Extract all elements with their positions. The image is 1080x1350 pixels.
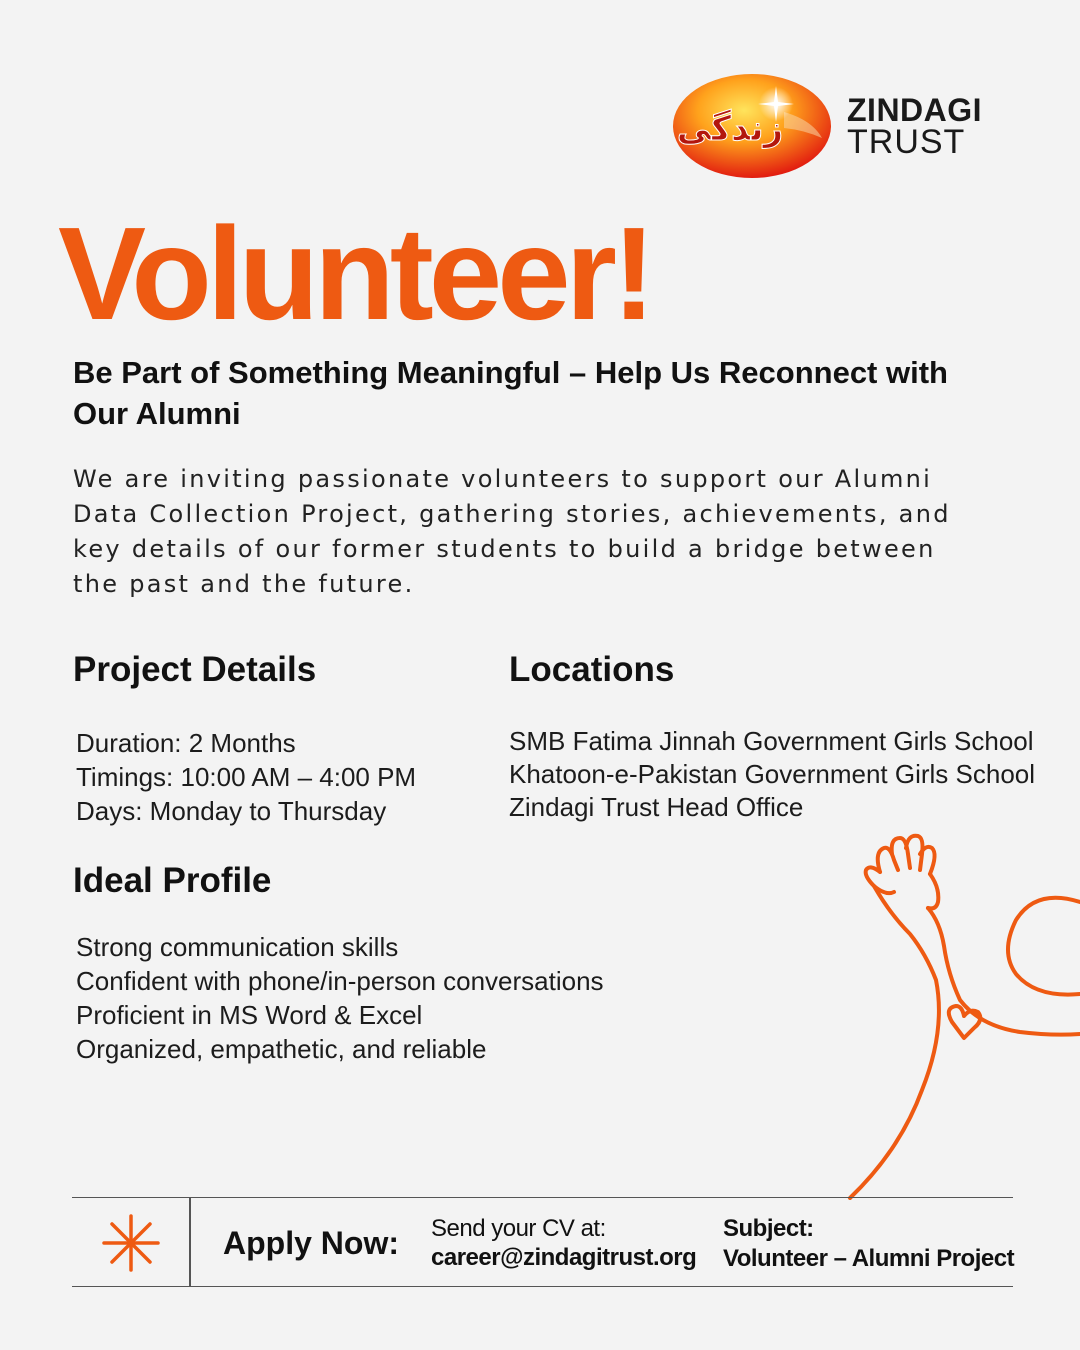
apply-divider [189,1198,191,1286]
list-item: Strong communication skills [76,932,399,962]
apply-now-label: Apply Now: [223,1225,399,1261]
email-subject [723,1214,1014,1274]
cv-label: Send your CV at: [431,1215,606,1242]
list-item: Organized, empathetic, and reliable [76,1034,487,1064]
intro-paragraph: We are inviting passionate volunteers to support our Alumni Data Collection Project, gathering stories, achievements, and key details of our former students to build a bridge between the past and the future. [73,465,951,598]
list-item: Confident with phone/in-person conversations [76,966,604,996]
cv-contact [431,1214,696,1272]
subject-value: Volunteer – Alumni Project [723,1245,1015,1272]
brand-name-line2: TRUST [847,123,966,161]
list-item: Khatoon-e-Pakistan Government Girls School [509,759,1036,789]
subheading: Be Part of Something Meaningful – Help Us Reconnect with Our Alumni [73,355,948,431]
list-item: Zindagi Trust Head Office [509,792,804,822]
list-item: Timings: 10:00 AM – 4:00 PM [76,762,417,792]
brand-logo [672,72,1012,182]
list-item: Duration: 2 Months [76,728,296,758]
ideal-profile-title: Ideal Profile [73,861,272,900]
project-details-list [76,726,416,828]
career-email-link[interactable]: career@zindagitrust.org [431,1244,697,1271]
brand-name [847,92,983,161]
subject-label: Subject: [723,1215,814,1242]
brand-name-line1: ZINDAGI [847,92,983,128]
ideal-profile-list [76,930,604,1066]
locations-list [509,725,1035,824]
list-item: Proficient in MS Word & Excel [76,1000,423,1030]
waving-person-heart-icon [840,830,1080,1200]
zindagi-logo-badge [672,72,834,180]
page-title: Volunteer! [58,200,651,347]
list-item: SMB Fatima Jinnah Government Girls School [509,726,1034,756]
project-details-title: Project Details [73,650,317,689]
logo-script: زندگی [676,109,784,149]
apply-bar [72,1197,1013,1287]
list-item: Days: Monday to Thursday [76,796,387,826]
asterisk-spark-icon [100,1212,162,1274]
locations-title: Locations [509,650,675,689]
